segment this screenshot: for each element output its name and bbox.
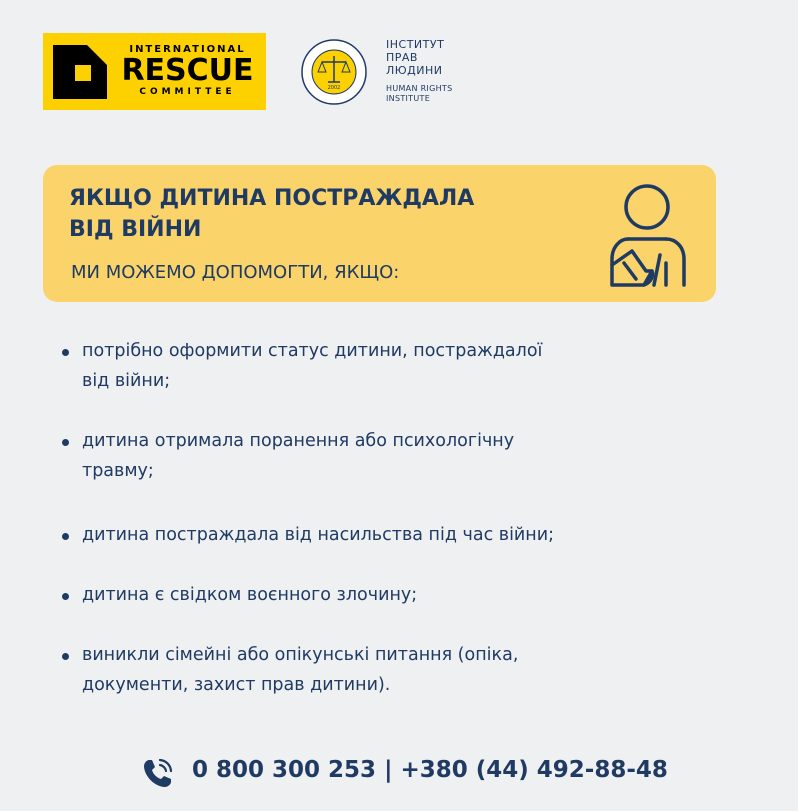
condition-line: дитина постраждала від насильства під час війни; bbox=[82, 525, 555, 545]
list-item bbox=[62, 336, 702, 396]
hri-en-line: INSTITUTE bbox=[386, 94, 431, 103]
injured-person-icon bbox=[598, 179, 693, 291]
hotline-numbers[interactable]: 0 800 300 253 | +380 (44) 492-88-48 bbox=[192, 757, 668, 783]
phone-icon bbox=[141, 756, 175, 790]
list-item bbox=[62, 640, 702, 700]
banner-title-line1: ЯКЩО ДИТИНА ПОСТРАЖДАЛА bbox=[69, 186, 475, 211]
bullet-dot bbox=[62, 533, 69, 540]
seal-year: 2002 bbox=[327, 85, 341, 91]
hri-ua-line: ІНСТИТУТ bbox=[386, 38, 445, 51]
hri-ua-line: ЛЮДИНИ bbox=[386, 64, 443, 77]
condition-line: документи, захист прав дитини). bbox=[82, 675, 391, 695]
condition-line: травму; bbox=[82, 461, 154, 481]
banner-title bbox=[69, 183, 569, 245]
condition-line: від війни; bbox=[82, 371, 171, 391]
hri-en-line: HUMAN RIGHTS bbox=[386, 84, 453, 93]
conditions-list bbox=[62, 336, 702, 700]
banner-title-line2: ВІД ВІЙНИ bbox=[69, 217, 202, 242]
bullet-dot bbox=[62, 349, 69, 356]
list-item bbox=[62, 580, 702, 610]
bullet-dot bbox=[62, 653, 69, 660]
info-banner bbox=[43, 165, 716, 302]
hri-ua-line: ПРАВ bbox=[386, 51, 418, 64]
irc-line-committee: COMMITTEE bbox=[139, 87, 236, 97]
irc-line-international: INTERNATIONAL bbox=[129, 44, 246, 55]
bullet-dot bbox=[62, 593, 69, 600]
irc-logo bbox=[43, 33, 266, 110]
list-item bbox=[62, 426, 702, 486]
condition-line: дитина отримала поранення або психологічну bbox=[82, 431, 515, 451]
hri-wordmark bbox=[386, 38, 452, 104]
condition-line: дитина є свідком воєнного злочину; bbox=[82, 585, 418, 605]
irc-line-rescue: RESCUE bbox=[121, 53, 254, 88]
bar-association-seal-icon bbox=[300, 38, 368, 106]
irc-arrow-icon bbox=[53, 45, 107, 99]
irc-wordmark bbox=[115, 44, 260, 97]
condition-line: виникли сімейні або опікунські питання (опіка, bbox=[82, 645, 519, 665]
list-item bbox=[62, 520, 702, 550]
bullet-dot bbox=[62, 439, 69, 446]
banner-subtitle: МИ МОЖЕМО ДОПОМОГТИ, ЯКЩО: bbox=[71, 262, 400, 283]
condition-line: потрібно оформити статус дитини, постраждалої bbox=[82, 341, 543, 361]
